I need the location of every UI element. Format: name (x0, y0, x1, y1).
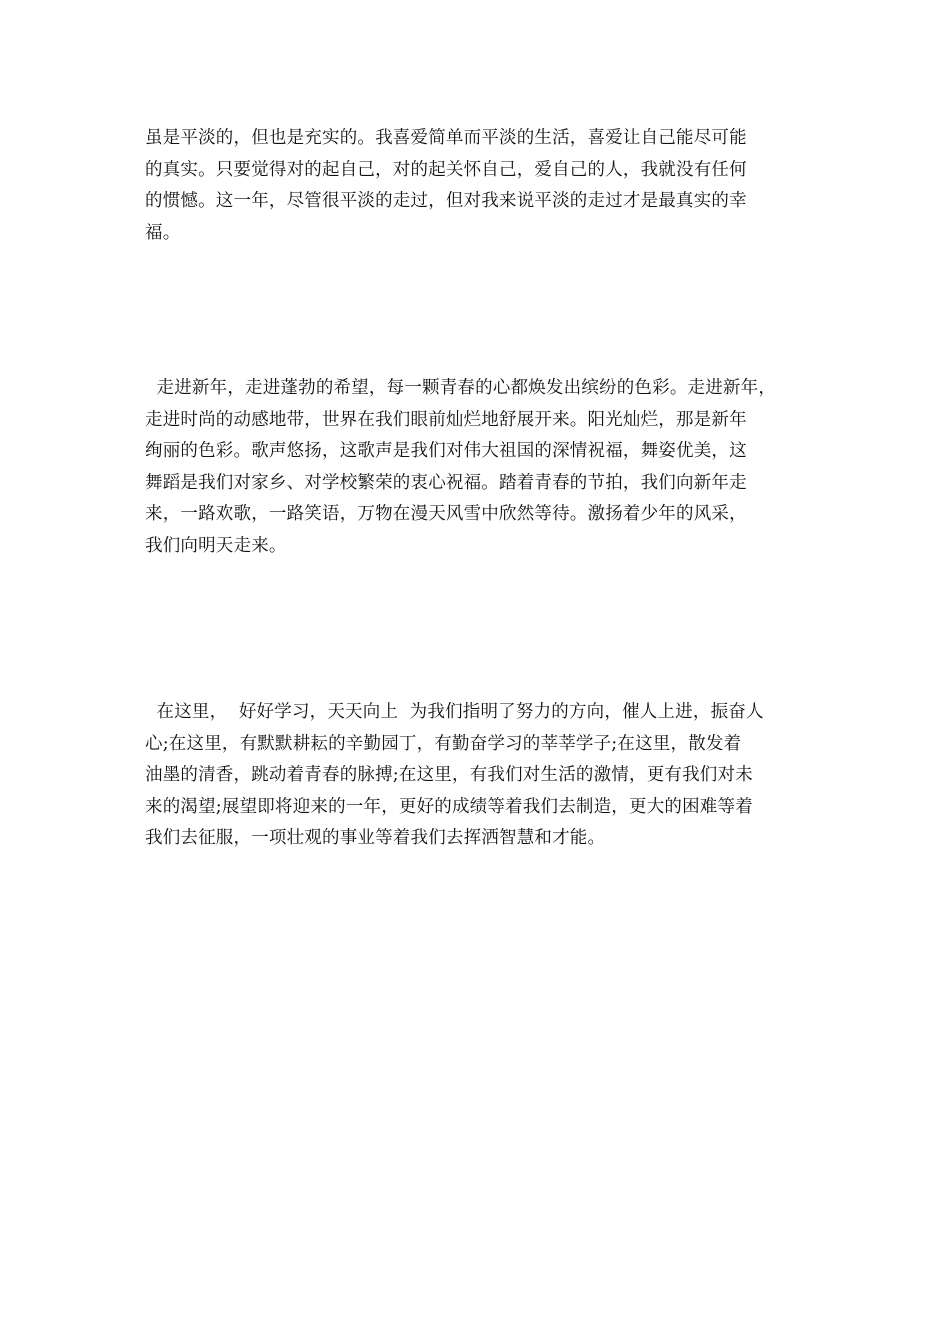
text-line: 福。 (145, 222, 181, 243)
paragraph-1 (145, 123, 817, 249)
text-line: 的惯憾。这一年，尽管很平淡的走过，但对我来说平淡的走过才是最真实的幸 (145, 191, 747, 211)
text-line: 油墨的清香，跳动着青春的脉搏;在这里，有我们对生活的激情，更有我们对未 (145, 765, 753, 785)
text-line: 我们去征服，一项壮观的事业等着我们去挥洒智慧和才能。 (145, 828, 606, 848)
text-line: 绚丽的色彩。歌声悠扬，这歌声是我们对伟大祖国的深情祝福，舞姿优美，这 (145, 441, 747, 461)
text-line: 走进时尚的动感地带，世界在我们眼前灿烂地舒展开来。阳光灿烂，那是新年 (145, 409, 747, 430)
text-line: 来的渴望;展望即将迎来的一年，更好的成绩等着我们去制造，更大的困难等着 (145, 796, 753, 817)
paragraph-3 (145, 697, 817, 855)
text-line: 我们向明天走来。 (145, 535, 287, 556)
text-line: 走进新年，走进蓬勃的希望，每一颗青春的心都焕发出缤纷的色彩。走进新年， (145, 378, 777, 398)
text-line: 舞蹈是我们对家乡、对学校繁荣的衷心祝福。踏着青春的节拍，我们向新年走 (145, 472, 747, 493)
text-line: 在这里， 好好学习，天天向上 为我们指明了努力的方向，催人上进，振奋人 (145, 702, 764, 722)
paragraph-2 (145, 373, 817, 562)
text-line: 心;在这里，有默默耕耘的辛勤园丁，有勤奋学习的莘莘学子;在这里，散发着 (145, 733, 742, 754)
text-line: 的真实。只要觉得对的起自己，对的起关怀自己，爱自己的人，我就没有任何 (145, 159, 747, 180)
text-line: 虽是平淡的，但也是充实的。我喜爱简单而平淡的生活，喜爱让自己能尽可能 (145, 128, 747, 148)
text-line: 来，一路欢歌，一路笑语，万物在漫天风雪中欣然等待。激扬着少年的风采， (145, 504, 747, 524)
